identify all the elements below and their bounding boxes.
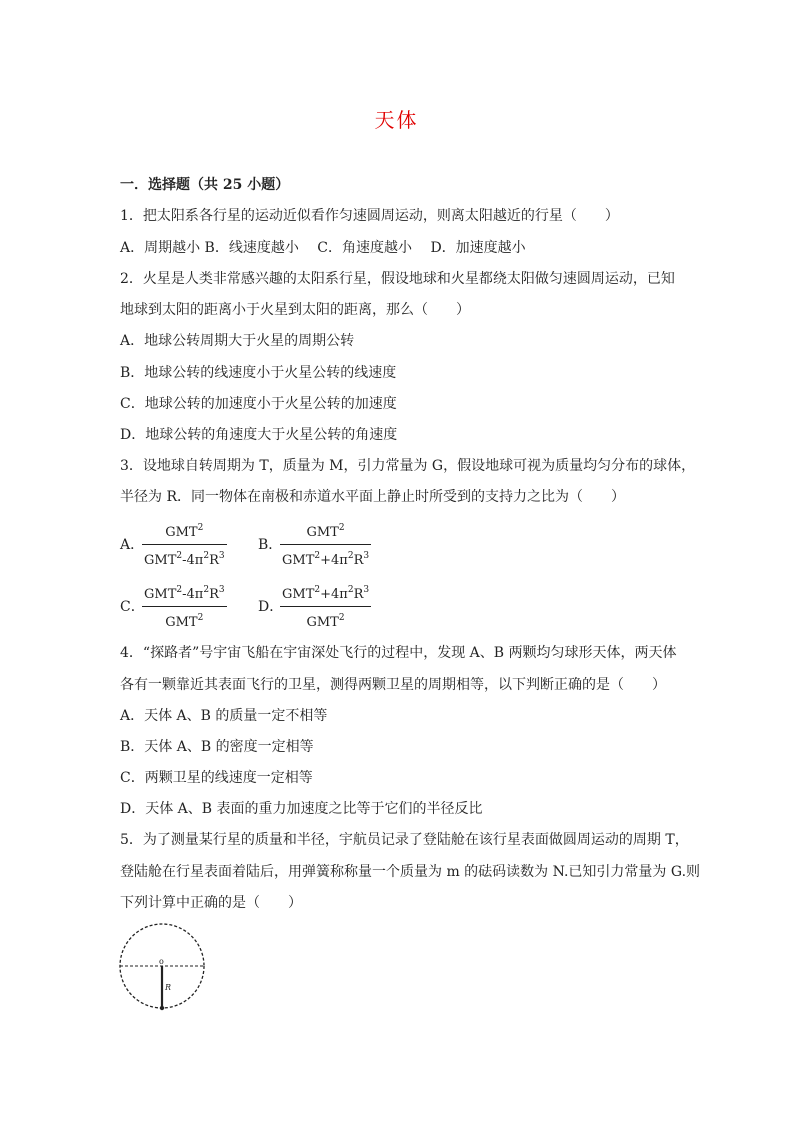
question-4-option-d: D．天体 A、B 表面的重力加速度之比等于它们的半径反比 bbox=[120, 801, 483, 817]
question-3-option-d-fraction: $GMT^2+4\pi^2R^3$ GMT$^2$ bbox=[282, 585, 370, 630]
question-3-option-c-label: C． bbox=[120, 599, 145, 615]
question-2-stem-line2: 地球到太阳的距离小于火星到太阳的距离，那么（ ） bbox=[120, 302, 470, 318]
question-3-option-a-label: A． bbox=[120, 537, 145, 553]
question-3-option-d-label: D． bbox=[258, 599, 284, 615]
question-3-option-a-fraction: GMT$^2$ $GMT^2-4\pi^2R^3$ bbox=[144, 523, 225, 568]
question-3-option-b-fraction: GMT$^2$ $GMT^2+4\pi^2R^3$ bbox=[282, 523, 370, 568]
question-3-option-c-fraction: $GMT^2-4\pi^2R^3$ GMT$^2$ bbox=[144, 585, 225, 630]
question-1-stem: 1．把太阳系各行星的运动近似看作匀速圆周运动，则离太阳越近的行星（ ） bbox=[120, 208, 619, 224]
question-4-option-a: A．天体 A、B 的质量一定不相等 bbox=[120, 708, 328, 724]
question-3-option-b-label: B． bbox=[258, 537, 283, 553]
question-4-stem-line2: 各有一颗靠近其表面飞行的卫星，测得两颗卫星的周期相等，以下判断正确的是（ ） bbox=[120, 677, 666, 693]
question-5-stem-line2: 登陆舱在行星表面着陆后，用弹簧称称量一个质量为 m 的砝码读数为 N.已知引力常量为 G.则 bbox=[120, 864, 701, 880]
question-2-option-c: C．地球公转的加速度小于火星公转的加速度 bbox=[120, 396, 397, 412]
question-2-option-a: A．地球公转周期大于火星的周期公转 bbox=[120, 333, 355, 349]
page-title: 天体 bbox=[374, 108, 419, 132]
question-1-options: A．周期越小 B．线速度越小 C．角速度越小 D．加速度越小 bbox=[120, 240, 526, 256]
section-heading: 一．选择题（共 25 小题） bbox=[120, 177, 290, 193]
question-4-option-b: B．天体 A、B 的密度一定相等 bbox=[120, 739, 314, 755]
center-label: o bbox=[159, 957, 164, 966]
planet-diagram bbox=[116, 918, 210, 1014]
question-3-stem-line2: 半径为 R．同一物体在南极和赤道水平面上静止时所受到的支持力之比为（ ） bbox=[120, 489, 625, 505]
question-2-option-d: D．地球公转的角速度大于火星公转的角速度 bbox=[120, 427, 398, 443]
question-2-option-b: B．地球公转的线速度小于火星公转的线速度 bbox=[120, 365, 397, 381]
surface-point bbox=[160, 1006, 164, 1010]
question-5-stem-line1: 5．为了测量某行星的质量和半径，宇航员记录了登陆舱在该行星表面做圆周运动的周期 T， bbox=[120, 832, 689, 848]
radius-label: R bbox=[165, 983, 172, 992]
question-2-stem-line1: 2．火星是人类非常感兴趣的太阳系行星，假设地球和火星都绕太阳做匀速圆周运动，已知 bbox=[120, 271, 675, 287]
question-5-stem-line3: 下列计算中正确的是（ ） bbox=[120, 895, 302, 911]
question-4-stem-line1: 4．“探路者”号宇宙飞船在宇宙深处飞行的过程中，发现 A、B 两颗均匀球形天体，两天体 bbox=[120, 645, 677, 661]
question-4-option-c: C．两颗卫星的线速度一定相等 bbox=[120, 770, 313, 786]
question-3-stem-line1: 3．设地球自转周期为 T，质量为 M，引力常量为 G，假设地球可视为质量均匀分布的球体， bbox=[120, 458, 696, 474]
